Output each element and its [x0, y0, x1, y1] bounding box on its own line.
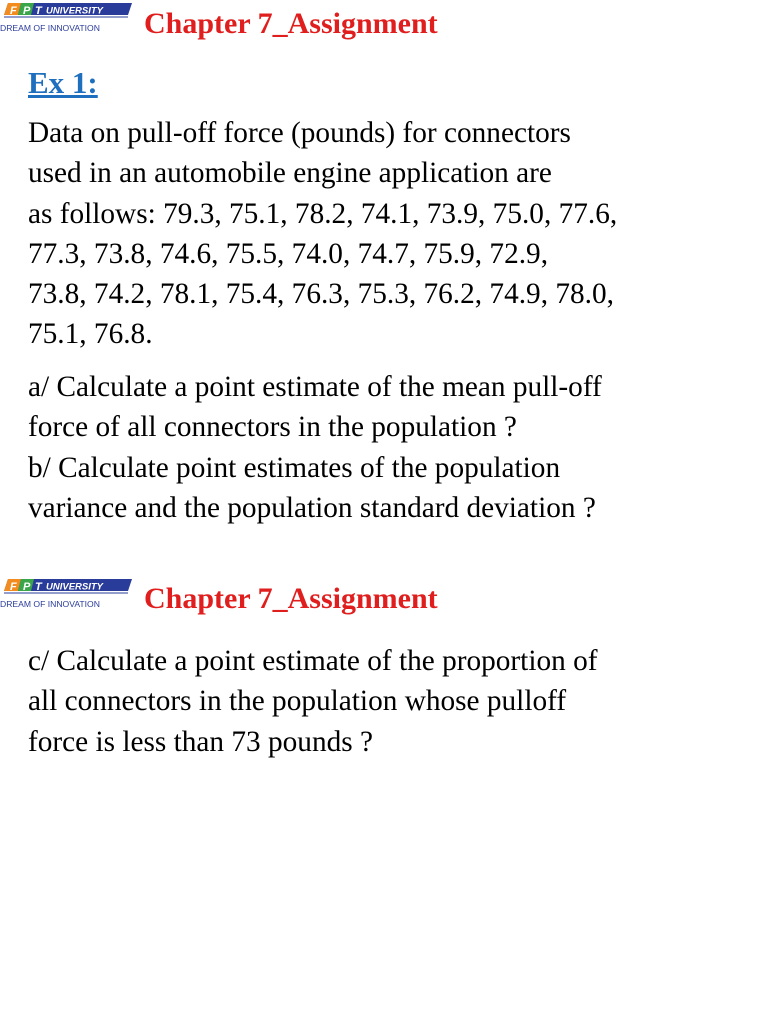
slide-2 [0, 575, 768, 1024]
svg-text:T: T [35, 581, 42, 593]
text-line: 77.3, 73.8, 74.6, 75.5, 74.0, 74.7, 75.9, 72.9, [28, 237, 549, 270]
text-line: Data on pull-off force (pounds) for connectors [28, 117, 571, 149]
svg-text:F: F [10, 5, 17, 17]
fpt-university-logo [0, 1, 133, 43]
text-line: force is less than 73 pounds ? [28, 725, 373, 758]
text-line: used in an automobile engine application are [28, 157, 552, 190]
slide-title: Chapter 7_Assignment [144, 7, 438, 40]
svg-text:DREAM OF INNOVATION: DREAM OF INNOVATION [0, 599, 100, 609]
question-c [28, 641, 598, 762]
slide-title: Chapter 7_Assignment [144, 582, 438, 615]
questions-a-b [28, 367, 602, 528]
text-line: a/ Calculate a point estimate of the mean pull-off [28, 371, 602, 403]
text-line: all connectors in the population whose pulloff [28, 685, 567, 718]
text-line: b/ Calculate point estimates of the population [28, 451, 561, 484]
text-line: force of all connectors in the population ? [28, 411, 517, 444]
text-line: as follows: 79.3, 75.1, 78.2, 74.1, 73.9, 75.0, 77.6, [28, 197, 618, 230]
svg-text:UNIVERSITY: UNIVERSITY [46, 5, 104, 17]
svg-text:P: P [23, 5, 31, 17]
svg-text:DREAM OF INNOVATION: DREAM OF INNOVATION [0, 23, 100, 33]
svg-text:UNIVERSITY: UNIVERSITY [46, 581, 104, 593]
fpt-university-logo [0, 577, 133, 619]
problem-data-paragraph [28, 113, 617, 355]
svg-text:F: F [10, 581, 17, 593]
svg-text:P: P [23, 581, 31, 593]
exercise-heading: Ex 1: [28, 65, 98, 100]
text-line: 75.1, 76.8. [28, 318, 153, 351]
text-line: variance and the population standard deviation ? [28, 491, 596, 524]
text-line: c/ Calculate a point estimate of the proportion of [28, 645, 598, 677]
text-line: 73.8, 74.2, 78.1, 75.4, 76.3, 75.3, 76.2, 74.9, 78.0, [28, 278, 614, 311]
svg-text:T: T [35, 5, 42, 17]
